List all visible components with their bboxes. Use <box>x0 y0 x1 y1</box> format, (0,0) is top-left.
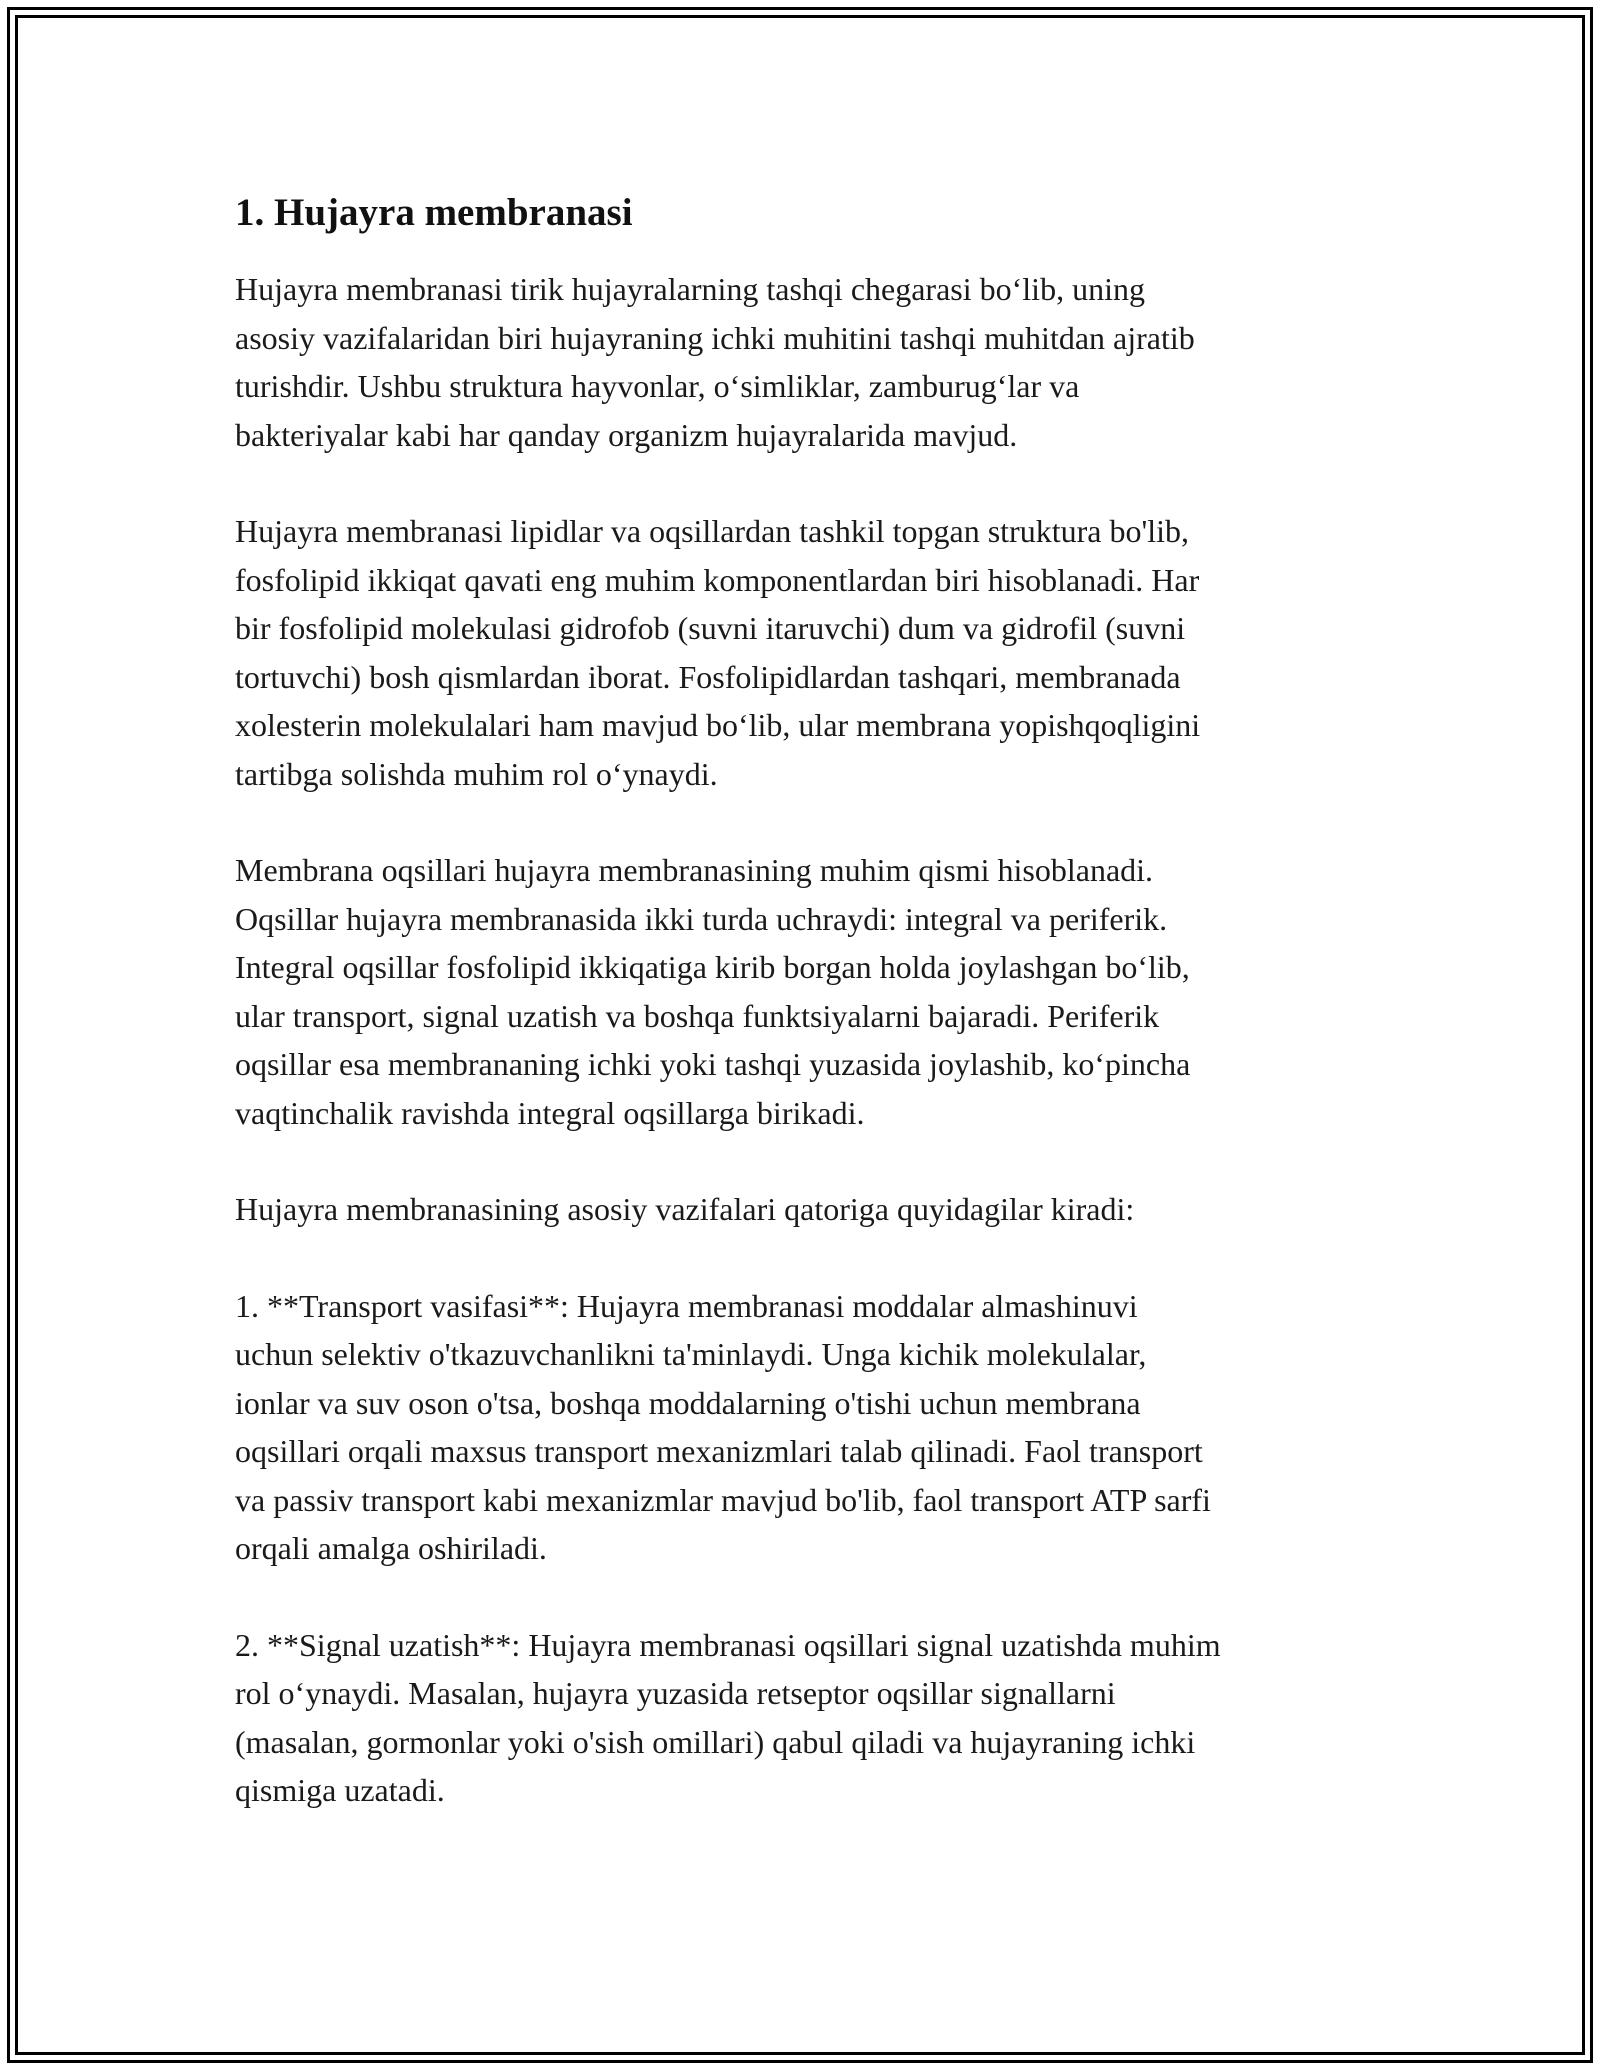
paragraph-line: tortuvchi) bosh qismlardan iborat. Fosfolipidlardan tashqari, membranada <box>235 658 1181 695</box>
paragraph-line: Hujayra membranasining asosiy vazifalari qatoriga quyidagilar kiradi: <box>235 1191 1135 1227</box>
paragraph-line: Hujayra membranasi lipidlar va oqsillardan tashkil topgan struktura bo'lib, <box>235 513 1189 549</box>
paragraph-line: oqsillari orqali maxsus transport mexanizmlari talab qilinadi. Faol transport <box>235 1433 1203 1469</box>
paragraph-line: bakteriyalar kabi har qanday organizm hujayralarida mavjud. <box>235 416 1018 453</box>
paragraph-1 <box>235 265 1375 459</box>
paragraph-line: oqsillar esa membrananing ichki yoki tashqi yuzasida joylashib, ko‘pincha <box>235 1046 1191 1082</box>
paragraph-line: Membrana oqsillari hujayra membranasining muhim qismi hisoblanadi. <box>235 852 1154 888</box>
paragraph-line: (masalan, gormonlar yoki o'sish omillari) qabul qiladi va hujayraning ichki <box>235 1723 1196 1760</box>
paragraph-line: vaqtinchalik ravishda integral oqsillarga birikadi. <box>235 1094 865 1131</box>
paragraph-list <box>235 265 1375 1815</box>
paragraph-line: uchun selektiv o'tkazuvchanlikni ta'minlaydi. Unga kichik molekulalar, <box>235 1336 1147 1372</box>
paragraph-line: tartibga solishda muhim rol o‘ynaydi. <box>235 755 718 792</box>
paragraph-line: va passiv transport kabi mexanizmlar mavjud bo'lib, faol transport ATP sarfi <box>235 1481 1211 1518</box>
paragraph-line: ular transport, signal uzatish va boshqa funktsiyalarni bajaradi. Periferik <box>235 997 1160 1034</box>
paragraph-5 <box>235 1282 1375 1573</box>
paragraph-line: rol o‘ynaydi. Masalan, hujayra yuzasida retseptor oqsillar signallarni <box>235 1675 1116 1711</box>
paragraph-6 <box>235 1621 1375 1815</box>
paragraph-3 <box>235 846 1375 1137</box>
document-body <box>235 183 1375 1863</box>
paragraph-line: qismiga uzatadi. <box>235 1772 445 1808</box>
paragraph-line: Hujayra membranasi tirik hujayralarning tashqi chegarasi bo‘lib, uning <box>235 271 1145 307</box>
paragraph-line: ionlar va suv oson o'tsa, boshqa moddalarning o'tishi uchun membrana <box>235 1384 1141 1421</box>
paragraph-2 <box>235 507 1375 798</box>
section-heading: 1. Hujayra membranasi <box>235 191 633 234</box>
paragraph-line: orqali amalga oshiriladi. <box>235 1530 547 1566</box>
paragraph-line: xolesterin molekulalari ham mavjud bo‘lib, ular membrana yopishqoqligini <box>235 707 1201 743</box>
paragraph-line: asosiy vazifalaridan biri hujayraning ichki muhitini tashqi muhitdan ajratib <box>235 319 1195 356</box>
paragraph-line: Oqsillar hujayra membranasida ikki turda uchraydi: integral va periferik. <box>235 900 1168 937</box>
paragraph-4 <box>235 1185 1375 1234</box>
paragraph-line: bir fosfolipid molekulasi gidrofob (suvni itaruvchi) dum va gidrofil (suvni <box>235 610 1186 646</box>
paragraph-line: Integral oqsillar fosfolipid ikkiqatiga kirib borgan holda joylashgan bo‘lib, <box>235 949 1190 985</box>
paragraph-line: 1. **Transport vasifasi**: Hujayra membranasi moddalar almashinuvi <box>235 1287 1138 1324</box>
paragraph-line: turishdir. Ushbu struktura hayvonlar, o‘simliklar, zamburug‘lar va <box>235 368 1080 404</box>
paragraph-line: fosfolipid ikkiqat qavati eng muhim komponentlardan biri hisoblanadi. Har <box>235 561 1200 598</box>
paragraph-line: 2. **Signal uzatish**: Hujayra membranasi oqsillari signal uzatishda muhim <box>235 1626 1221 1663</box>
